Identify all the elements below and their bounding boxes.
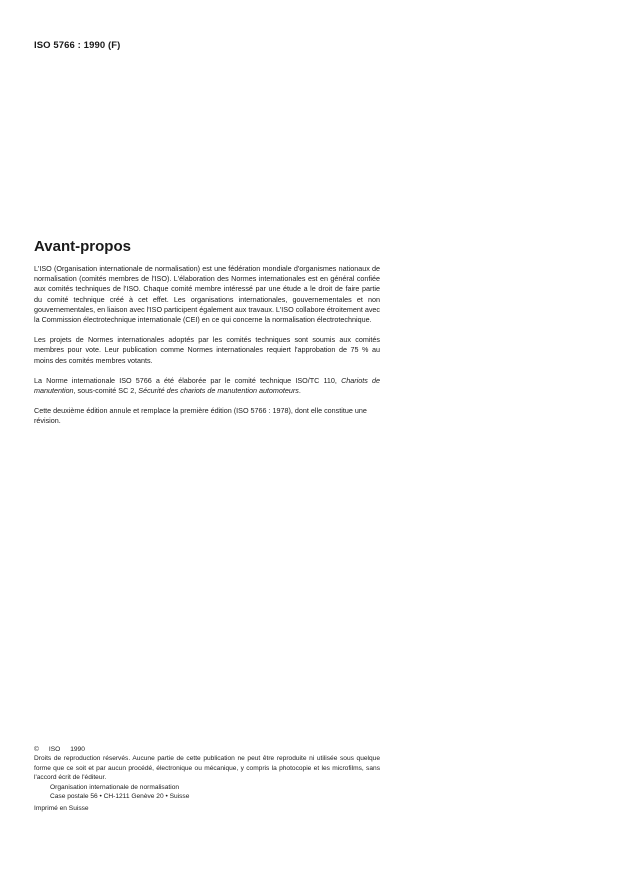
foreword-body [34, 264, 380, 437]
org-name: Organisation internationale de normalisation [50, 783, 180, 791]
paragraph-iso-description: L'ISO (Organisation internationale de normalisation) est une fédération mondiale d'organismes nationaux de normalisation (comités membres de l'ISO). L'élaboration des Normes internationales est en général confiée aux comités techniques de l'ISO. Chaque comité membre intéressé par une étude a le droit de faire partie du comité technique créé à cet effet. Les organisations internationales, gouvernementales et non gouvernementales, en liaison avec l'ISO participent également aux travaux. L'ISO collabore étroitement avec la Commission électrotechnique internationale (CEI) en ce qui concerne la normalisation électrotechnique. [34, 264, 380, 325]
committee-mid: , sous-comité SC 2, [73, 386, 137, 396]
paragraph-voting: Les projets de Normes internationales adoptés par les comités techniques sont soumis aux comités membres pour vote. Leur publication comme Normes internationales requiert l'approbation de 75 % au moins des comités membres votants. [34, 335, 380, 365]
document-header [34, 40, 120, 51]
subcommittee-name: Sécurité des chariots de manutention automoteurs [138, 386, 299, 396]
committee-lead: La Norme internationale ISO 5766 a été élaborée par le comité technique ISO/TC 110, [34, 375, 337, 385]
printed-notice: Imprimé en Suisse [34, 805, 89, 813]
paragraph-edition: Cette deuxième édition annule et remplace la première édition (ISO 5766 : 1978), dont elle constitue une révision. [34, 406, 367, 426]
copyright-symbol: © [34, 746, 39, 753]
rights-notice: Droits de reproduction réservés. Aucune partie de cette publication ne peut être reproduite ni utilisée sous quelque forme que ce soit et par aucun procédé, électronique ou mécanique, y compris la photocopie et les microfilms, sans l'accord écrit de l'éditeur. [34, 755, 380, 782]
copyright-year: 1990 [70, 746, 85, 753]
copyright-org: ISO [48, 746, 61, 753]
standard-id: ISO 5766 : 1990 (F) [34, 40, 121, 51]
committee-end: . [298, 386, 301, 396]
committee-name: Chariots de manutention [34, 375, 380, 396]
org-address: Case postale 56 • CH-1211 Genève 20 • Suisse [50, 793, 190, 801]
page-title: Avant-propos [34, 238, 131, 255]
copyright-line [34, 745, 380, 754]
copyright-footer [34, 745, 380, 814]
paragraph-committee [34, 376, 380, 396]
